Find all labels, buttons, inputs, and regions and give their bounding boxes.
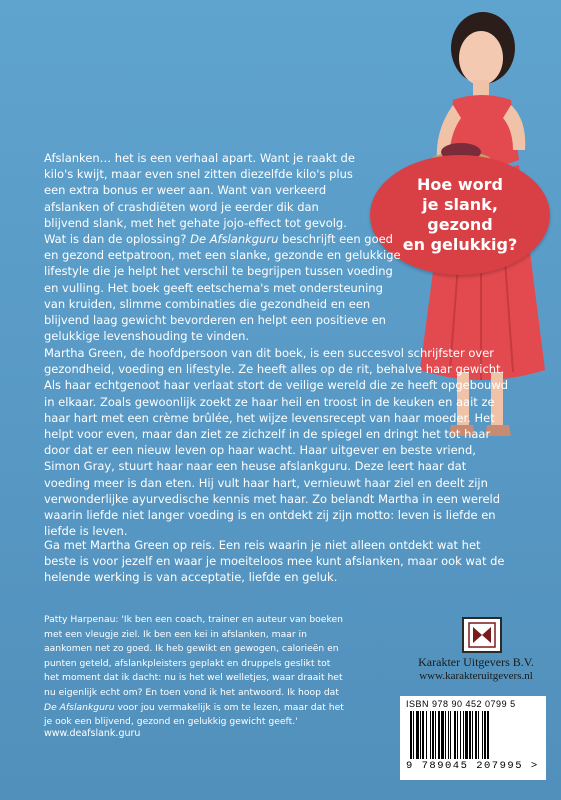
bubble-text: Hoe word je slank, gezond en gelukkig? — [402, 175, 518, 254]
publisher-info — [396, 655, 556, 683]
paragraph-text: Ga met Martha Green op reis. Een reis waarin je niet alleen ontdekt wat het beste is voor jezelf en waar je moeiteloos mee kunt afslanken, maar ook wat de helende werking is van acceptatie, liefde en geluk. — [44, 538, 505, 585]
isbn-label: ISBN 978 90 452 0799 5 — [406, 699, 516, 709]
book-title-italic: De Afslankguru — [190, 232, 279, 246]
bio-text-start: Patty Harpenau: 'Ik ben een coach, trainer en auteur van boeken met een vleugje ziel. Ik ben een kei in afslanken, maar in aankomen net zo goed. Ik heb gewikt en gewogen, calorieën en punten geteld, afslankpleisters geplakt en druppels geslikt tot het moment dat ik dacht: nu is het wel welletjes, waar draait het nu eigenlijk echt om? En toen vond ik het antwoord. Ik hoop dat — [44, 614, 343, 698]
paragraph-story — [44, 345, 514, 552]
paragraph-text: Afslanken… het is een verhaal apart. Want je raakt de kilo's kwijt, maar even snel zitten diezelfde kilo's plus een extra bonus er weer aan. Want van verkeerd afslanken of crashdiëten word je eerder dik dan blijvend slank, met het gehate jojo-effect tot gevolg. — [44, 151, 355, 230]
publisher-url: www.karakteruitgevers.nl — [419, 670, 533, 682]
paragraph-text-start: Wat is dan de oplossing? — [44, 232, 191, 246]
barcode-bars-icon — [406, 711, 540, 761]
bio-book-title: De Afslankguru — [44, 701, 115, 713]
author-bio — [44, 613, 344, 730]
paragraph-solution — [44, 231, 404, 357]
paragraph-journey — [44, 537, 514, 599]
paragraph-text: Martha Green, de hoofdpersoon van dit boek, is een succesvol schrijfster over gezondheid, voeding en lifestyle. Ze heeft alles op de rit, behalve haar gewicht. Als haar echtgenoot haar verlaat stort de veilige wereld die ze heeft opgebouwd in elkaar. Zoals gewoonlijk zoekt ze haar heil en troost in de keuken en aait ze haar hart met een crème brûlée, het wijze levensrecept van haar moeder. Het helpt voor even, maar dan ziet ze zichzelf in de spiegel en dringt het tot haar door dat er een nieuw leven op haar wacht. Haar uitgever en beste vriend, Simon Gray, stuurt haar naar een heuse afslankguru. Deze leert haar dat voeding meer is dan eten. Hij vult haar hart, vernieuwt haar ziel en deelt zijn verwonderlijke ayurvedische kennis met haar. Zo belandt Martha in een wereld waarin liefde niet langer voeding is en ontdekt zij zijn motto: leven is liefde en liefde is leven. — [44, 346, 509, 539]
website-link[interactable]: www.deafslank.guru — [44, 728, 141, 739]
isbn-barcode — [400, 696, 546, 780]
paragraph-text-end: beschrijft een goed en gezond eetpatroon, met een slanke, gezonde en gelukkige lifestyle die je helpt het verschil te begrijpen tussen voeding en vulling. Het boek geeft eetschema's met ondersteuning van kruiden, slimme combinaties die gezondheid en een blijvend laag gewicht bevorderen en helpt een positieve en gelukkige levenshouding te vinden. — [44, 232, 401, 344]
publisher-logo-icon — [462, 617, 502, 653]
publisher-name: Karakter Uitgevers B.V. — [418, 655, 534, 669]
isbn-digits: 9 789045 207995 > — [406, 760, 539, 772]
bio-text-end: voor jou vermakelijk is om te lezen, maar dat het je ook een blijvend, gezond en gelukkig gewicht geeft.' — [44, 701, 344, 728]
paragraph-intro — [44, 150, 364, 244]
